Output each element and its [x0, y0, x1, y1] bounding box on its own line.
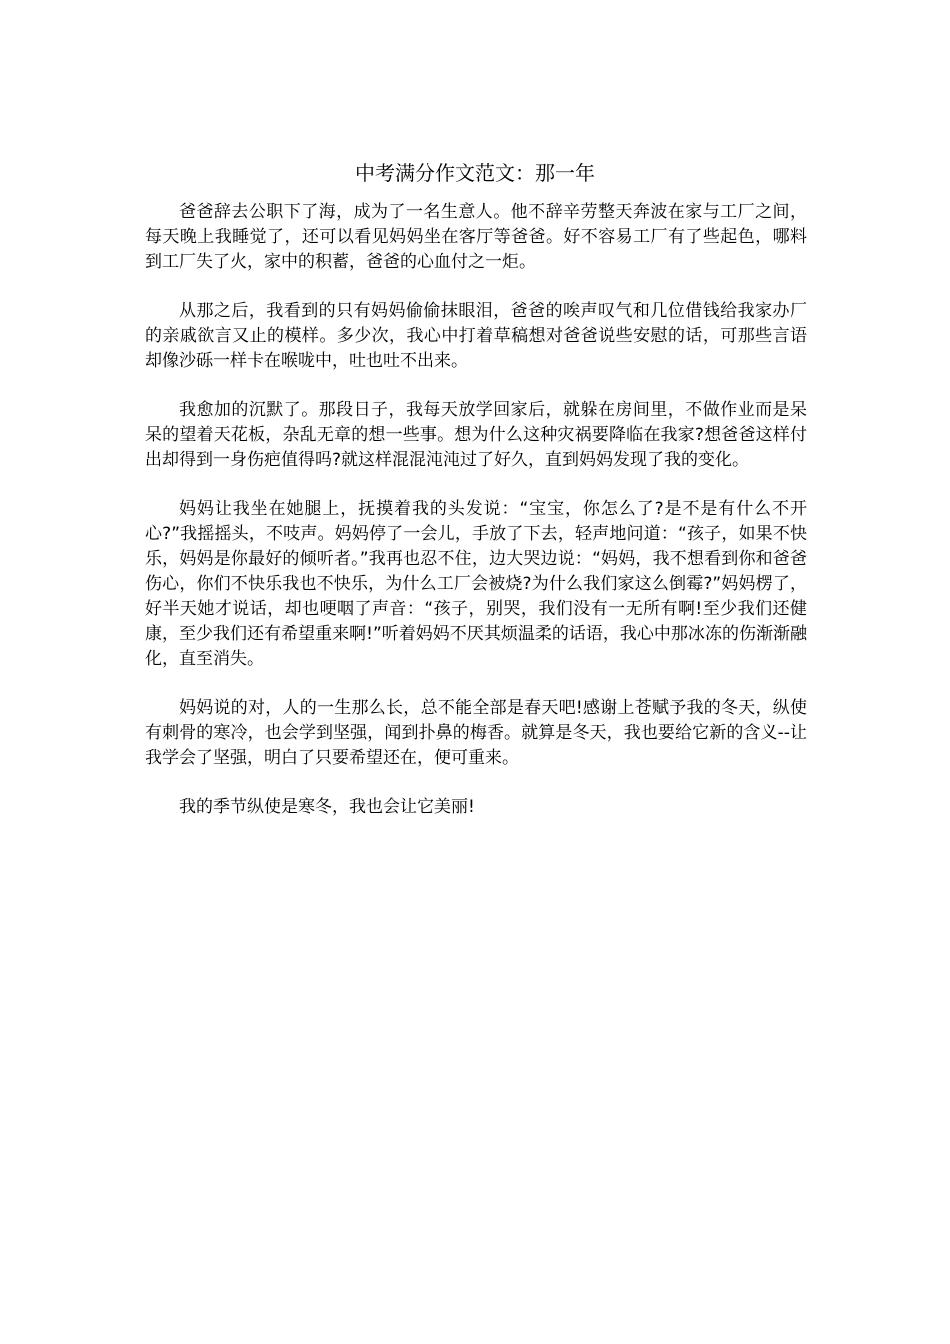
document-title: 中考满分作文范文：那一年 [355, 161, 595, 185]
paragraph-4: 妈妈让我坐在她腿上，抚摸着我的头发说：“宝宝，你怎么了?是不是有什么不开心?”我摇摇头，不吱声。妈妈停了一会儿，手放了下去，轻声地问道：“孩子，如果不快乐，妈妈是你最好的倾听者。”我再也忍不住，边大哭边说：“妈妈，我不想看到你和爸爸伤心，你们不快乐我也不快乐，为什么工厂会被烧?为什么我们家这么倒霉?”妈妈楞了，好半天她才说话，却也哽咽了声音：“孩子，别哭，我们没有一无所有啊!至少我们还健康，至少我们还有希望重来啊!”听着妈妈不厌其烦温柔的话语，我心中那冰冻的伤渐渐融化，直至消失。 [145, 499, 807, 669]
document-body [145, 200, 807, 844]
paragraph-6: 我的季节纵使是寒冬，我也会让它美丽! [179, 797, 475, 817]
paragraph-1: 爸爸辞去公职下了海，成为了一名生意人。他不辞辛劳整天奔波在家与工厂之间，每天晚上我睡觉了，还可以看见妈妈坐在客厅等爸爸。好不容易工厂有了些起色，哪料到工厂失了火，家中的积蓄，爸爸的心血付之一炬。 [145, 202, 807, 272]
paragraph-5: 妈妈说的对，人的一生那么长，总不能全部是春天吧!感谢上苍赋予我的冬天，纵使有刺骨的寒冷，也会学到坚强，闻到扑鼻的梅香。就算是冬天，我也要给它新的含义--让我学会了坚强，明白了只要希望还在，便可重来。 [145, 698, 807, 768]
paragraph-2: 从那之后，我看到的只有妈妈偷偷抹眼泪，爸爸的唉声叹气和几位借钱给我家办厂的亲戚欲言又止的模样。多少次，我心中打着草稿想对爸爸说些安慰的话，可那些言语却像沙砾一样卡在喉咙中，吐也吐不出来。 [145, 301, 807, 371]
paragraph-3: 我愈加的沉默了。那段日子，我每天放学回家后，就躲在房间里，不做作业而是呆呆的望着天花板，杂乱无章的想一些事。想为什么这种灾祸要降临在我家?想爸爸这样付出却得到一身伤疤值得吗?就这样混混沌沌过了好久，直到妈妈发现了我的变化。 [145, 400, 807, 470]
